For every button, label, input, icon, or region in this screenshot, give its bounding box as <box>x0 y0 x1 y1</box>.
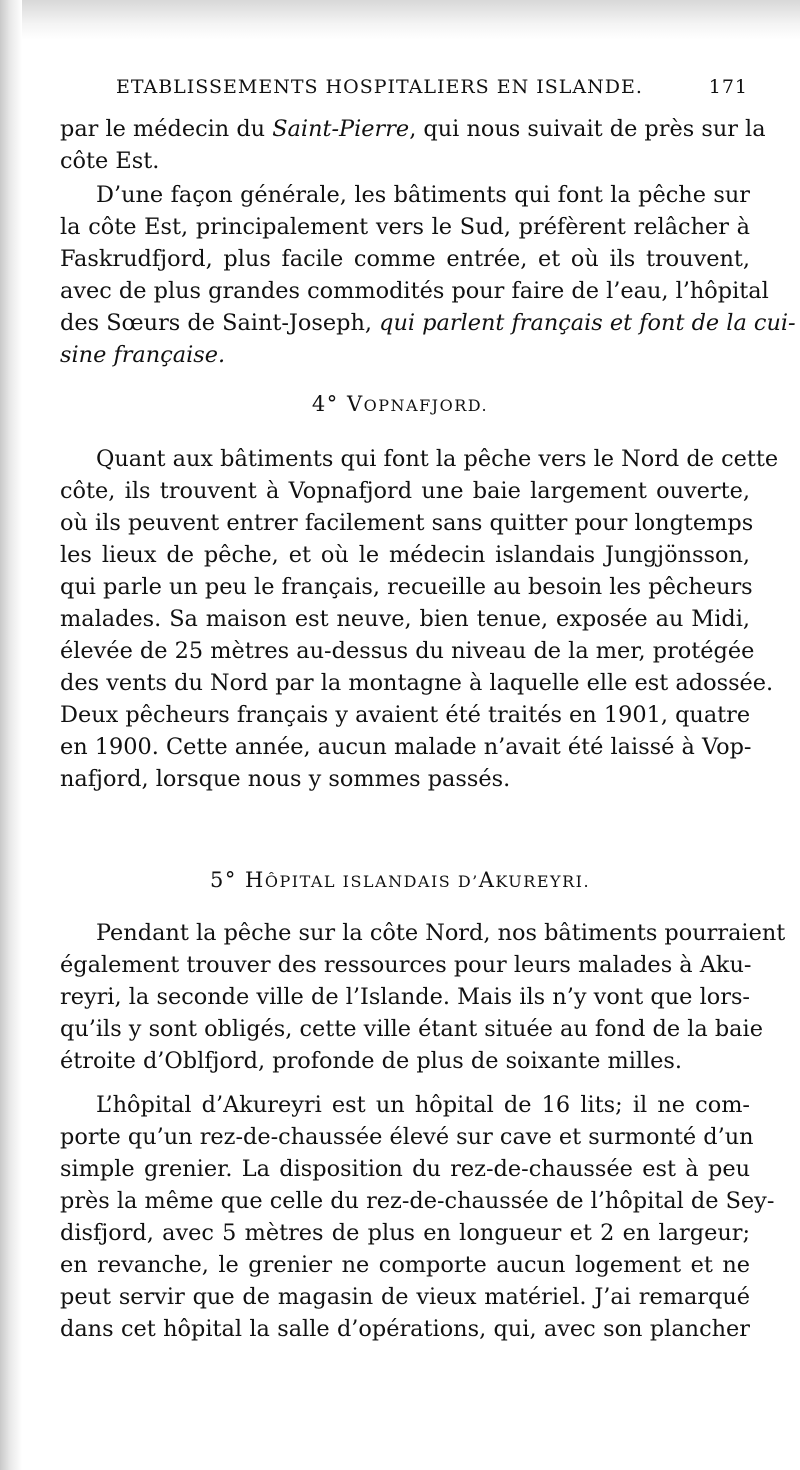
page-number: 171 <box>708 76 748 98</box>
paragraph-akureyri-intro <box>60 920 786 1082</box>
text-line: reyri, la seconde ville de l’Islande. Mais ils n’y vont que lors- <box>60 984 750 1010</box>
title-small-caps: OPNAFJORD. <box>363 396 489 415</box>
text-segment: , qui nous suivait de près sur la <box>409 116 766 142</box>
scan-shadow-top <box>0 0 800 40</box>
text-line: qui parle un peu le français, recueille au besoin les pêcheurs <box>60 574 753 600</box>
section-number: 4° <box>311 392 339 416</box>
text-line: côte, ils trouvent à Vopnafjord une baie largement ouverte, <box>60 478 750 504</box>
text-line: nafjord, lorsque nous y sommes passés. <box>60 766 511 792</box>
page-header <box>60 68 748 108</box>
text-line <box>60 344 750 376</box>
text-line: peut servir que de magasin de vieux matériel. J’ai remarqué <box>60 1284 750 1310</box>
text-segment: des Sœurs de Saint-Joseph, <box>60 310 380 336</box>
text-line <box>60 116 766 150</box>
text-line: simple grenier. La disposition du rez-de-chaussée est à peu <box>60 1156 750 1182</box>
ship-name: Saint-Pierre <box>272 116 410 142</box>
text-line: porte qu’un rez-de-chaussée élevé sur cave et surmonté d’un <box>60 1124 754 1150</box>
text-line: D’une façon générale, les bâtiments qui font la pêche sur <box>96 182 750 208</box>
paragraph-general <box>60 182 796 376</box>
title-initial: A <box>478 868 496 892</box>
text-line: où ils peuvent entrer facilement sans quitter pour longtemps <box>60 510 754 536</box>
text-line: des vents du Nord par la montagne à laquelle elle est adossée. <box>60 670 774 696</box>
title-initial: V <box>346 392 364 416</box>
text-line: également trouver des ressources pour leurs malades à Aku- <box>60 952 752 978</box>
text-line: élevée de 25 mètres au-dessus du niveau de la mer, protégée <box>60 638 755 664</box>
paragraph-continuation <box>60 116 766 182</box>
text-line: disfjord, avec 5 mètres de plus en longueur et 2 en largeur; <box>60 1220 750 1246</box>
paragraph-vopnafjord <box>60 446 779 800</box>
scan-shadow-left <box>0 0 22 1470</box>
text-line: les lieux de pêche, et où le médecin islandais Jungjönsson, <box>60 542 750 568</box>
section-heading-akureyri <box>0 868 800 892</box>
section-title <box>245 868 590 892</box>
text-line: la côte Est, principalement vers le Sud, préfèrent relâcher à <box>60 214 750 240</box>
text-line: L’hôpital d’Akureyri est un hôpital de 16 lits; il ne com- <box>96 1092 750 1118</box>
text-line: Deux pêcheurs français y avaient été traités en 1901, quatre <box>60 702 751 728</box>
paragraph-akureyri-hospital <box>60 1092 775 1350</box>
text-line: Quant aux bâtiments qui font la pêche vers le Nord de cette <box>96 446 779 472</box>
text-line: côte Est. <box>60 148 160 174</box>
text-line: qu’ils y sont obligés, cette ville étant située au fond de la baie <box>60 1016 763 1042</box>
running-head: ETABLISSEMENTS HOSPITALIERS EN ISLANDE. <box>116 76 643 98</box>
text-line: étroite d’Oblfjord, profonde de plus de soixante milles. <box>60 1048 683 1074</box>
text-line: en revanche, le grenier ne comporte aucun logement et ne <box>60 1252 750 1278</box>
section-heading-vopnafjord <box>0 392 800 416</box>
text-line: près la même que celle du rez-de-chaussée de l’hôpital de Sey- <box>60 1188 775 1214</box>
text-line: dans cet hôpital la salle d’opérations, qui, avec son plancher <box>60 1316 750 1342</box>
text-segment: par le médecin du <box>60 116 273 142</box>
text-line: en 1900. Cette année, aucun malade n’avait été laissé à Vop- <box>60 734 752 760</box>
text-line: Pendant la pêche sur la côte Nord, nos bâtiments pourraient <box>96 920 786 946</box>
italic-quote-end: sine française. <box>60 342 226 368</box>
title-small-caps: KUREYRI. <box>495 872 591 891</box>
title-initial: H <box>245 868 265 892</box>
section-title <box>347 392 488 416</box>
text-line: malades. Sa maison est neuve, bien tenue, exposée au Midi, <box>60 606 750 632</box>
text-line <box>60 310 796 344</box>
text-line: avec de plus grandes commodités pour faire de l’eau, l’hôpital <box>60 278 769 304</box>
italic-quote: qui parlent français et font de la cui- <box>379 310 796 336</box>
title-small-caps: ÔPITAL ISLANDAIS D’ <box>264 872 479 891</box>
text-line: Faskrudfjord, plus facile comme entrée, et où ils trouvent, <box>60 246 750 272</box>
section-number: 5° <box>209 868 237 892</box>
